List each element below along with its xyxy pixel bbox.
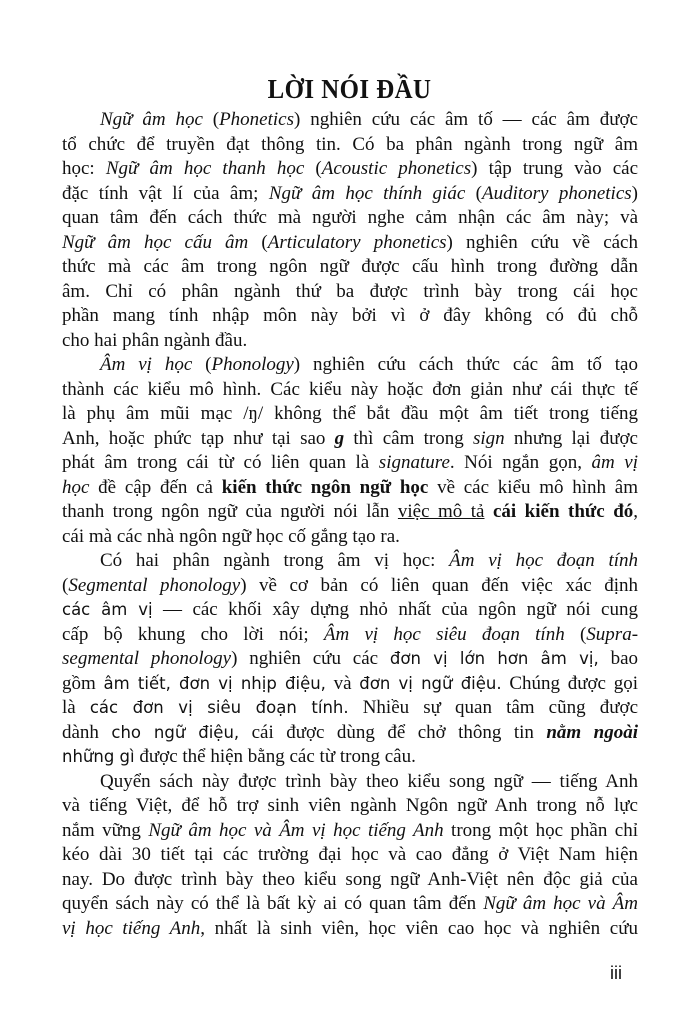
- text-span: vị học tiếng Anh: [62, 917, 201, 939]
- text-span: g: [334, 427, 345, 449]
- text-line: [62, 598, 638, 622]
- text-span: — các khối xây dựng nhỏ nhất của ngôn ngữ nói cung: [152, 599, 638, 620]
- text-span: trong một học phần chỉ: [443, 819, 638, 841]
- text-span: và: [325, 672, 360, 694]
- text-span: Quyển sách này được trình bày theo kiểu song ngữ — tiếng Anh: [100, 770, 638, 792]
- text-line: [100, 770, 638, 794]
- text-line: [62, 329, 638, 353]
- text-span: Ngữ âm học thanh học: [105, 158, 305, 179]
- text-line: [62, 917, 638, 941]
- text-span: kiến thức ngôn ngữ học: [221, 476, 429, 498]
- text-line: [62, 476, 638, 500]
- text-span: tổ chức để truyền đạt thông tin. Có ba phân ngành trong ngữ âm: [62, 133, 638, 155]
- text-line: [100, 108, 638, 132]
- text-span: (: [564, 623, 587, 645]
- text-span: nắm vững: [62, 819, 149, 841]
- page-title: LỜI NÓI ĐẦU: [267, 74, 432, 104]
- text-span: (: [202, 109, 220, 130]
- text-span: ) nghiên cứu các âm tố — các âm được: [294, 109, 638, 130]
- text-span: ,: [633, 501, 639, 522]
- text-span: thức mà các âm trong ngôn ngữ được cấu hình trong đường dẫn: [62, 256, 638, 277]
- text-span: Ngữ âm học: [100, 109, 203, 130]
- text-span: về các kiểu mô hình âm: [428, 476, 638, 498]
- text-span: cho ngữ điệu,: [111, 722, 240, 742]
- text-span: thì câm trong: [344, 427, 473, 449]
- text-line: [62, 745, 638, 769]
- text-span: ) tập trung vào các: [471, 158, 638, 179]
- text-span: Acoustic phonetics: [321, 158, 472, 179]
- text-span: Nhiều sự quan tâm cũng được: [348, 697, 639, 718]
- text-line: [62, 623, 638, 647]
- text-span: quyển sách này có thể là bất kỳ ai có quan tâm đến: [62, 893, 484, 914]
- text-line: [62, 255, 638, 279]
- text-line: [62, 696, 638, 720]
- text-span: đơn vị ngữ điệu.: [359, 673, 502, 693]
- text-span: (: [465, 182, 482, 204]
- text-span: nằm ngoài: [546, 721, 638, 743]
- text-span: âm vị: [591, 452, 639, 473]
- text-span: Segmental phonology: [68, 574, 241, 596]
- text-span: đề cập đến cả: [89, 476, 222, 498]
- page-number: iii: [610, 963, 622, 983]
- text-span: bao: [598, 648, 638, 669]
- text-span: phát âm trong cái từ có liên quan là: [62, 452, 379, 473]
- text-span: Ngữ âm học thính giác: [268, 182, 466, 204]
- text-span: nay. Do được trình bày theo kiểu song ngữ Anh-Việt nên độc giả của: [62, 868, 638, 890]
- text-span: việc mô tả: [397, 501, 485, 522]
- text-span: Articulatory phonetics: [267, 231, 447, 253]
- text-span: Chúng được gọi: [501, 672, 638, 694]
- text-span: học:: [62, 158, 106, 179]
- text-span: segmental phonology: [62, 648, 232, 669]
- text-span: cho hai phân ngành đầu.: [62, 329, 248, 351]
- text-span: đơn vị lớn hơn âm vị,: [389, 649, 599, 668]
- text-span: ): [631, 182, 638, 204]
- text-span: Âm vị học: [100, 354, 193, 375]
- text-span: [485, 501, 493, 522]
- text-span: nhưng lại được: [504, 427, 638, 449]
- text-span: Ngữ âm học cấu âm: [62, 231, 249, 253]
- text-line: [62, 500, 638, 524]
- text-line: [62, 843, 638, 867]
- text-line: [62, 402, 638, 426]
- text-span: thành các kiểu mô hình. Các kiểu này hoặc đơn giản như cái thực tế: [62, 378, 638, 400]
- text-span: cái kiến thức đó: [492, 501, 634, 522]
- text-span: gồm: [62, 672, 104, 694]
- text-line: [62, 157, 638, 181]
- text-span: ) nghiên cứu về cách: [446, 231, 638, 253]
- text-line: [62, 304, 638, 328]
- text-span: (: [62, 574, 69, 596]
- text-span: cái được dùng để chở thông tin: [239, 721, 547, 743]
- text-span: ) về cơ bản có liên quan đến việc xác định: [240, 574, 638, 596]
- text-line: [62, 231, 638, 255]
- text-span: đặc tính vật lí của âm;: [62, 182, 269, 204]
- text-span: cái mà các nhà ngôn ngữ học cố gắng tạo ra.: [62, 525, 400, 547]
- text-span: (: [304, 158, 322, 179]
- text-span: và tiếng Việt, để hỗ trợ sinh viên ngành Ngôn ngữ Anh trong nỗ lực: [62, 795, 638, 816]
- text-line: [62, 721, 638, 745]
- text-span: , nhất là sinh viên, học viên cao học và nghiên cứu: [200, 917, 638, 939]
- text-span: . Nói ngắn gọn,: [449, 452, 592, 473]
- text-span: học: [62, 476, 90, 498]
- text-span: (: [192, 354, 212, 375]
- text-span: Auditory phonetics: [481, 182, 632, 204]
- text-span: các âm vị: [62, 600, 153, 619]
- text-line: [62, 280, 638, 304]
- text-span: phần mang tính nhập môn này bởi vì ở đây không có đủ chỗ: [62, 305, 638, 326]
- text-span: quan tâm đến cách thức mà người nghe cảm nhận các âm này; và: [62, 207, 638, 228]
- text-span: ) nghiên cứu các: [231, 648, 390, 669]
- text-span: Phonology: [211, 354, 294, 375]
- text-line: [100, 549, 638, 573]
- text-span: dành: [62, 721, 112, 743]
- text-span: Âm vị học đoạn tính: [449, 550, 639, 571]
- text-span: sign: [472, 427, 505, 449]
- text-span: Âm vị học siêu đoạn tính: [323, 623, 565, 645]
- text-span: Anh, hoặc phức tạp như tại sao: [62, 427, 335, 449]
- text-span: Ngữ âm học và Âm vị học tiếng Anh: [148, 819, 444, 841]
- text-span: signature: [378, 452, 450, 473]
- text-span: kéo dài 30 tiết tại các trường đại học và cao đẳng ở Việt Nam hiện: [62, 844, 638, 865]
- text-line: [62, 794, 638, 818]
- text-span: là: [62, 697, 90, 718]
- text-span: Supra-: [586, 623, 639, 645]
- text-line: [62, 133, 638, 157]
- text-line: [62, 525, 638, 549]
- text-line: [62, 868, 638, 892]
- text-span: âm. Chỉ có phân ngành thứ ba được trình bày trong cái học: [62, 280, 638, 302]
- text-line: [62, 892, 638, 916]
- text-span: các đơn vị siêu đoạn tính.: [89, 698, 349, 717]
- text-line: [100, 353, 638, 377]
- text-span: cấp bộ khung cho lời nói;: [62, 623, 324, 645]
- text-span: thanh trong ngôn ngữ của người nói lẫn: [62, 501, 398, 522]
- text-line: [62, 182, 638, 206]
- text-span: những gì: [62, 747, 135, 766]
- text-line: [62, 451, 638, 475]
- text-span: là phụ âm mũi mạc /ŋ/ không thể bắt đầu một âm tiết trong tiếng: [62, 403, 638, 424]
- text-span: ) nghiên cứu cách thức các âm tố tạo: [293, 354, 638, 375]
- text-span: Phonetics: [219, 109, 295, 130]
- text-span: Có hai phân ngành trong âm vị học:: [100, 550, 450, 571]
- text-line: [62, 647, 638, 671]
- text-line: [62, 427, 638, 451]
- text-span: âm tiết, đơn vị nhịp điệu,: [103, 673, 326, 693]
- text-line: [62, 819, 638, 843]
- text-span: (: [248, 231, 268, 253]
- text-span: Ngữ âm học và Âm: [483, 893, 639, 914]
- text-line: [62, 574, 638, 598]
- text-line: [62, 378, 638, 402]
- text-line: [62, 206, 638, 230]
- text-span: được thể hiện bằng các từ trong câu.: [134, 746, 416, 767]
- text-line: [62, 672, 638, 696]
